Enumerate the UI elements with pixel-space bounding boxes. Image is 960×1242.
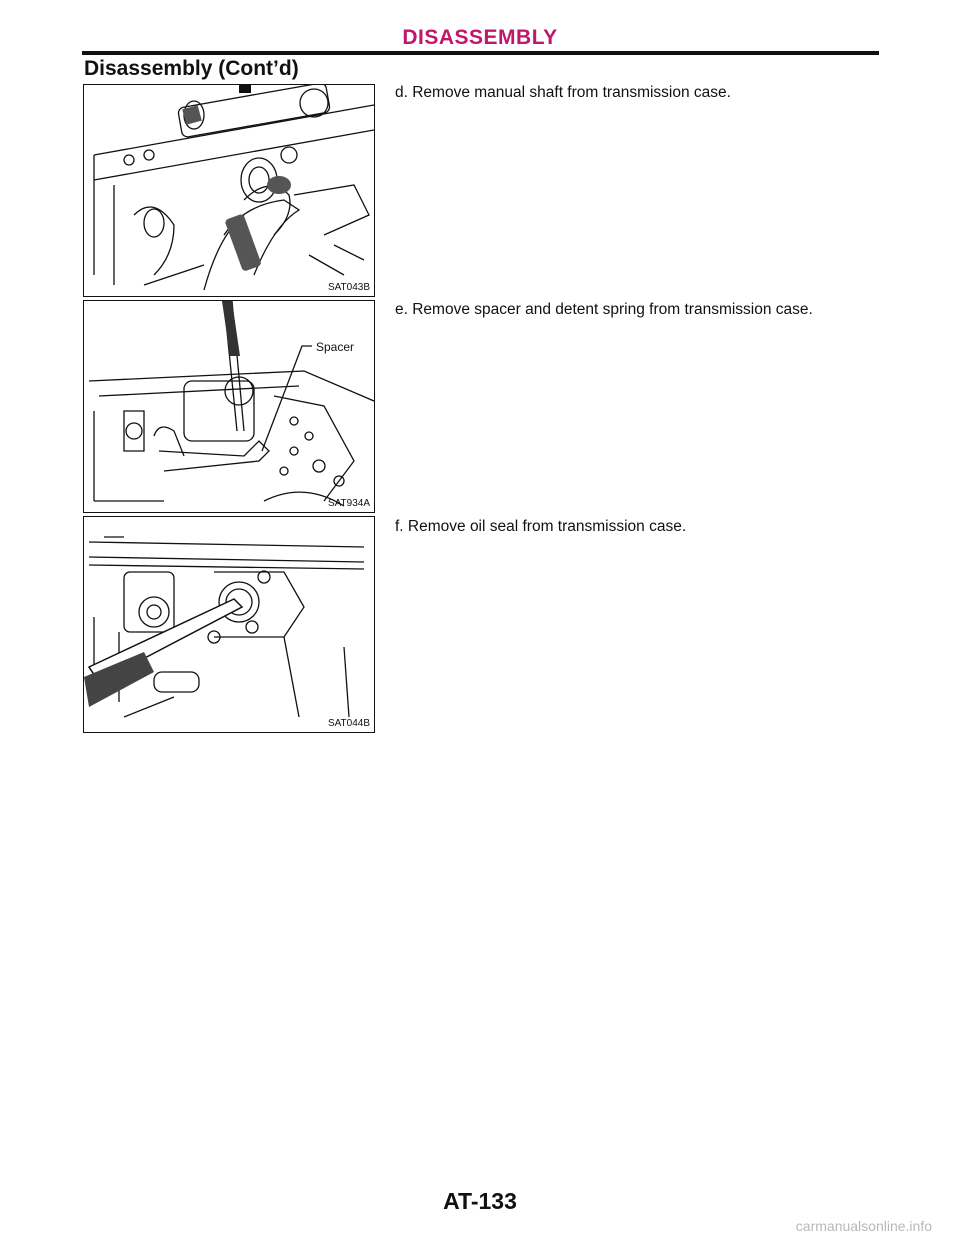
spacer-illustration xyxy=(84,301,374,512)
figure-oil-seal xyxy=(83,516,375,733)
header-rule xyxy=(82,51,879,55)
page-number: AT-133 xyxy=(443,1188,517,1214)
watermark: carmanualsonline.info xyxy=(795,1218,932,1234)
figure-code: SAT934A xyxy=(327,498,370,509)
manual-shaft-illustration xyxy=(84,85,374,296)
step-f-text: f. Remove oil seal from transmission case. xyxy=(395,518,687,535)
spacer-label: Spacer xyxy=(316,340,355,354)
figure-code: SAT043B xyxy=(327,282,370,293)
section-title: Disassembly (Cont’d) xyxy=(84,57,299,80)
figure-spacer xyxy=(83,300,375,513)
step-e-text: e. Remove spacer and detent spring from transmission case. xyxy=(395,301,813,318)
oil-seal-illustration xyxy=(84,517,374,732)
step-d-text: d. Remove manual shaft from transmission case. xyxy=(395,84,731,101)
figure-manual-shaft xyxy=(83,84,375,297)
figure-code: SAT044B xyxy=(327,718,370,729)
page-header-title: DISASSEMBLY xyxy=(402,26,558,49)
